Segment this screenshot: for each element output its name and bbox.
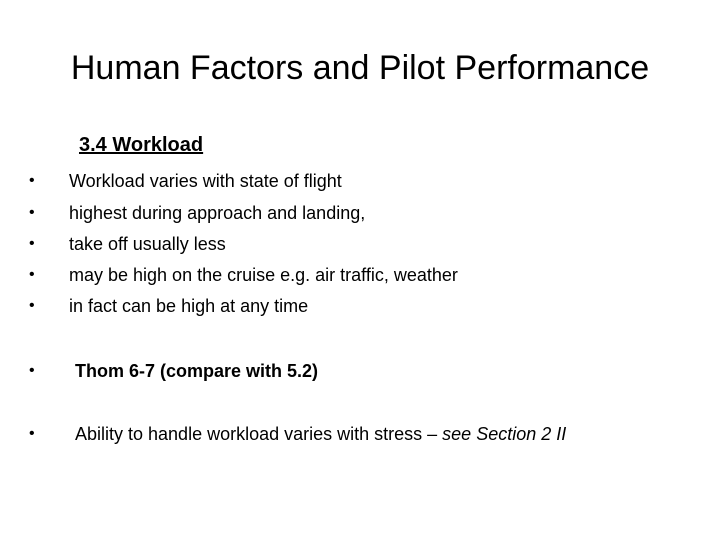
stress-note-text (75, 420, 566, 448)
reference-text: Thom 6-7 (compare with 5.2) (75, 361, 319, 381)
bullet-icon: • (29, 297, 35, 314)
bullet-text: in fact can be high at any time (69, 296, 309, 316)
bullet-text: Workload varies with state of flight (69, 171, 342, 191)
section-heading: 3.4 Workload (79, 134, 204, 156)
stress-note-italic: see Section 2 II (442, 424, 567, 444)
bullet-text: may be high on the cruise e.g. air traffic, weather (69, 265, 458, 285)
slide-title: Human Factors and Pilot Performance (70, 49, 650, 87)
stress-note-main: Ability to handle workload varies with stress – (75, 424, 443, 444)
bullet-icon: • (29, 266, 35, 283)
bullet-icon: • (29, 204, 35, 221)
bullet-icon: • (29, 235, 35, 252)
bullet-icon: • (29, 172, 35, 189)
bullet-text: highest during approach and landing, (69, 203, 366, 223)
bullet-icon: • (29, 362, 35, 379)
bullet-text: take off usually less (69, 234, 226, 254)
bullet-icon: • (29, 425, 35, 442)
